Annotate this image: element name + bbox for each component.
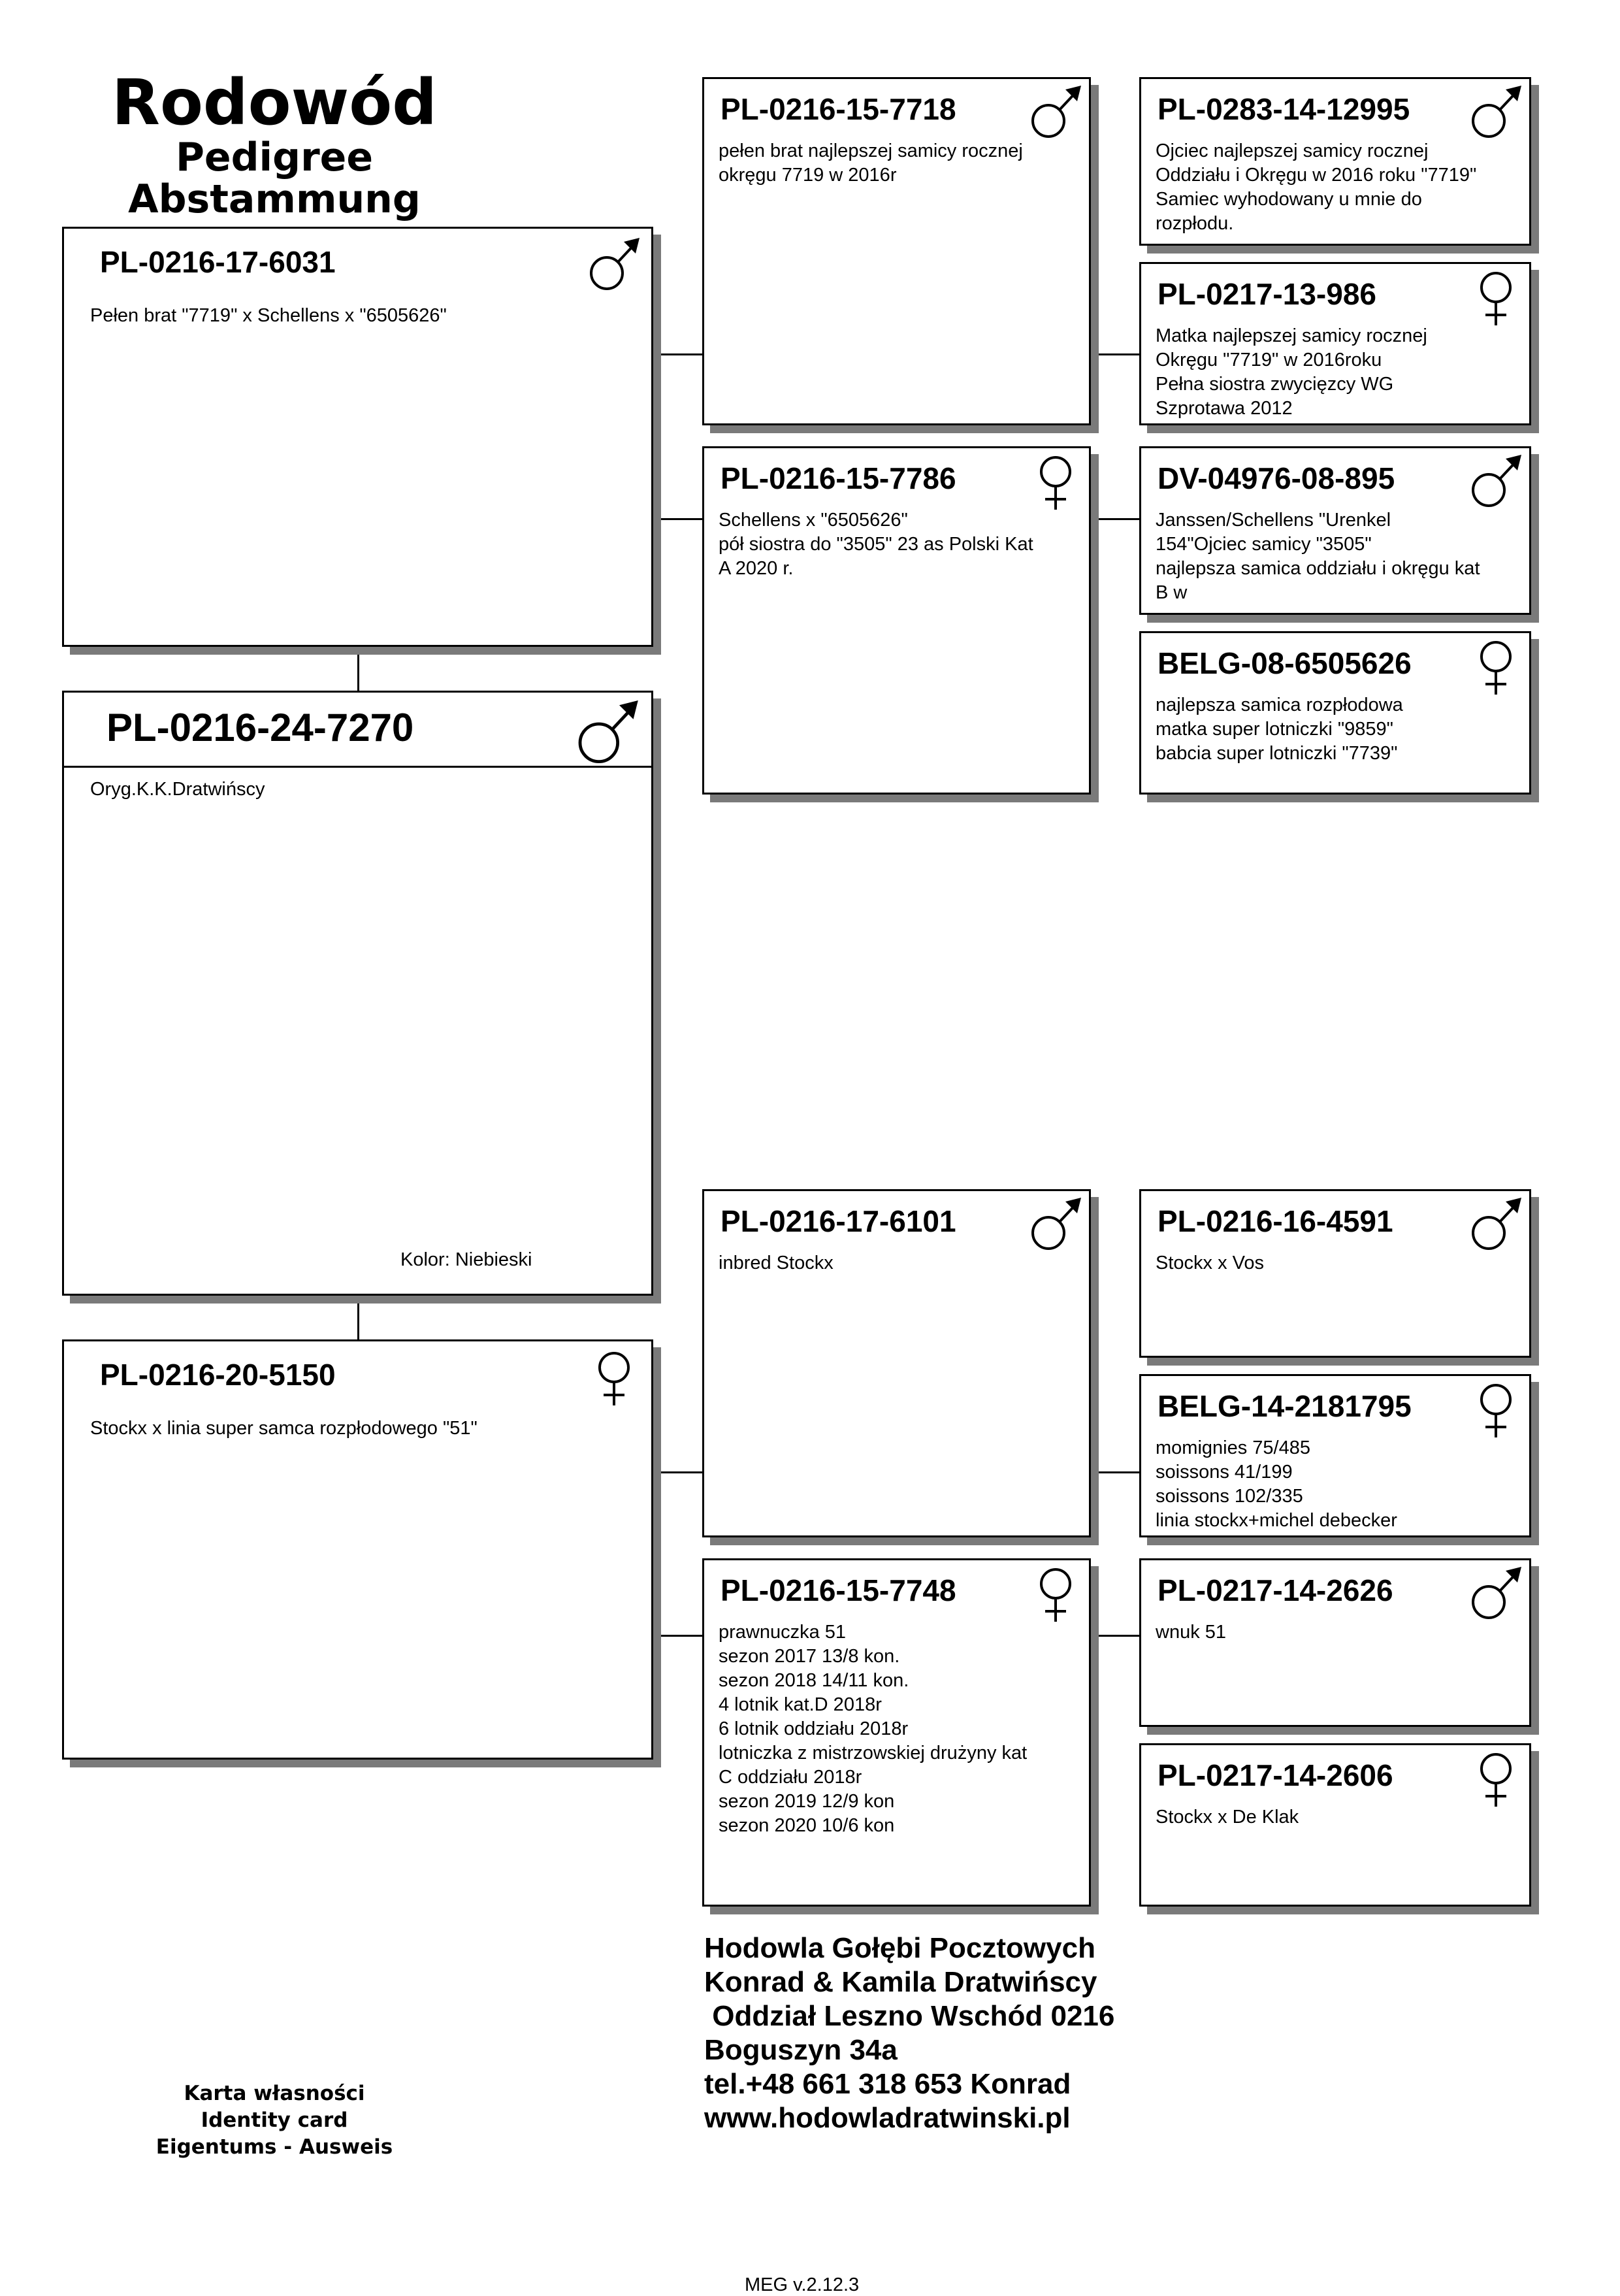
sire-card: [62, 227, 653, 647]
dds-card: [1139, 1558, 1531, 1727]
ring-number: PL-0283-14-12995: [1158, 92, 1410, 126]
breeder-line: Konrad & Kamila Dratwińscy: [704, 1966, 1097, 1998]
connector: [1091, 1471, 1139, 1473]
female-symbol-icon: [1466, 633, 1525, 698]
pigeon-description: Oryg.K.K.Dratwińscy: [90, 779, 265, 800]
pigeon-description: Matka najlepszej samicy rocznej Okręgu "7719" w 2016roku Pełna siostra zwycięzcy WG Szprotawa 2012: [1156, 325, 1427, 419]
title-sub-english: Pedigree: [175, 135, 374, 180]
sss-card: [1139, 77, 1531, 246]
connector: [1091, 518, 1139, 520]
ring-number: PL-0216-15-7748: [721, 1573, 956, 1607]
female-symbol-icon: [1026, 1560, 1085, 1626]
male-symbol-icon: [1466, 79, 1525, 144]
male-symbol-icon: [1466, 1560, 1525, 1626]
pigeon-description: Stockx x linia super samca rozpłodowego "51": [90, 1418, 478, 1439]
connector: [357, 647, 359, 691]
card-line: Identity card: [201, 2108, 348, 2132]
sire-dam-card: [702, 446, 1091, 795]
connector: [357, 1296, 359, 1339]
connector: [653, 1471, 702, 1473]
title-main: Rodowód: [112, 66, 437, 139]
ring-number: PL-0216-15-7718: [721, 92, 956, 126]
ring-number: PL-0216-16-4591: [1158, 1204, 1393, 1238]
male-symbol-icon: [1466, 1191, 1525, 1256]
connector: [1091, 353, 1139, 355]
breeder-line: Oddział Leszno Wschód 0216: [704, 2000, 1115, 2032]
ring-number: BELG-14-2181795: [1158, 1389, 1412, 1423]
dsd-card: [1139, 1374, 1531, 1537]
ring-number: PL-0216-15-7786: [721, 461, 956, 495]
pigeon-description: prawnuczka 51 sezon 2017 13/8 kon. sezon 2018 14/11 kon. 4 lotnik kat.D 2018r 6 lotnik oddziału 2018r lotniczka z mistrzowskiej drużyny kat C oddziału 2018r sezon 2019 12/9 kon sezon 2020 10/6 kon: [719, 1622, 1028, 1836]
pigeon-description: Stockx x De Klak: [1156, 1807, 1299, 1828]
female-symbol-icon: [1466, 264, 1525, 329]
female-symbol-icon: [1466, 1745, 1525, 1811]
pigeon-description: wnuk 51: [1156, 1622, 1227, 1643]
male-symbol-icon: [1026, 1191, 1085, 1256]
ring-number: DV-04976-08-895: [1158, 461, 1395, 495]
male-symbol-icon: [585, 231, 643, 297]
software-version: MEG v.2.12.3: [745, 2274, 860, 2295]
pigeon-description: Janssen/Schellens "Urenkel 154"Ojciec samicy "3505" najlepsza samica oddziału i okręgu kat B w: [1156, 510, 1480, 603]
ring-number: PL-0216-20-5150: [100, 1358, 336, 1392]
color-label: Kolor: Niebieski: [400, 1249, 532, 1270]
title-sub-german: Abstammung: [128, 176, 421, 222]
card-line: Karta własności: [184, 2082, 365, 2105]
dss-card: [1139, 1189, 1531, 1358]
ring-number: PL-0217-14-2626: [1158, 1573, 1393, 1607]
dam-dam-card: [702, 1558, 1091, 1907]
pigeon-description: pełen brat najlepszej samicy rocznej okręgu 7719 w 2016r: [719, 140, 1023, 186]
pigeon-description: Stockx x Vos: [1156, 1253, 1265, 1273]
ring-number: PL-0216-17-6031: [100, 245, 336, 279]
subject-card: [62, 691, 653, 1296]
sds-card: [1139, 446, 1531, 615]
ssd-card: [1139, 262, 1531, 425]
header-divider: [64, 766, 651, 768]
pigeon-description: Schellens x "6505626" pół siostra do "3505" 23 as Polski Kat A 2020 r.: [719, 510, 1033, 579]
ring-number: BELG-08-6505626: [1158, 646, 1412, 680]
connector: [1091, 1635, 1139, 1637]
female-symbol-icon: [1026, 448, 1085, 514]
pigeon-description: momignies 75/485 soissons 41/199 soissons 102/335 linia stockx+michel debecker: [1156, 1437, 1397, 1531]
connector: [653, 353, 702, 355]
dam-sire-card: [702, 1189, 1091, 1537]
dam-card: [62, 1339, 653, 1760]
connector: [653, 518, 702, 520]
connector: [653, 1635, 702, 1637]
sire-sire-card: [702, 77, 1091, 425]
ring-number: PL-0217-13-986: [1158, 277, 1376, 311]
female-symbol-icon: [1466, 1376, 1525, 1441]
ring-number: PL-0217-14-2606: [1158, 1758, 1393, 1792]
breeder-website: www.hodowladratwinski.pl: [704, 2102, 1071, 2134]
pigeon-description: Pełen brat "7719" x Schellens x "6505626": [90, 305, 447, 326]
ddd-card: [1139, 1743, 1531, 1907]
pigeon-description: Ojciec najlepszej samicy rocznej Oddziału i Okręgu w 2016 roku "7719" Samiec wyhodowany u mnie do rozpłodu.: [1156, 140, 1477, 234]
breeder-info: [704, 1931, 1114, 2135]
identity-card-label: [118, 2080, 431, 2161]
card-line: Eigentums - Ausweis: [155, 2135, 393, 2159]
female-symbol-icon: [585, 1344, 643, 1409]
pedigree-title: [98, 66, 451, 222]
ring-number: PL-0216-17-6101: [721, 1204, 956, 1238]
male-symbol-icon: [1466, 448, 1525, 514]
pigeon-description: inbred Stockx: [719, 1253, 834, 1273]
breeder-line: Hodowla Gołębi Pocztowych: [704, 1932, 1095, 1964]
male-symbol-icon: [1026, 79, 1085, 144]
sdd-card: [1139, 631, 1531, 795]
breeder-line: Boguszyn 34a: [704, 2034, 898, 2066]
male-symbol-icon: [572, 693, 643, 771]
ring-number: PL-0216-24-7270: [106, 706, 414, 749]
breeder-line: tel.+48 661 318 653 Konrad: [704, 2068, 1071, 2100]
pigeon-description: najlepsza samica rozpłodowa matka super lotniczki "9859" babcia super lotniczki "7739": [1156, 695, 1403, 764]
